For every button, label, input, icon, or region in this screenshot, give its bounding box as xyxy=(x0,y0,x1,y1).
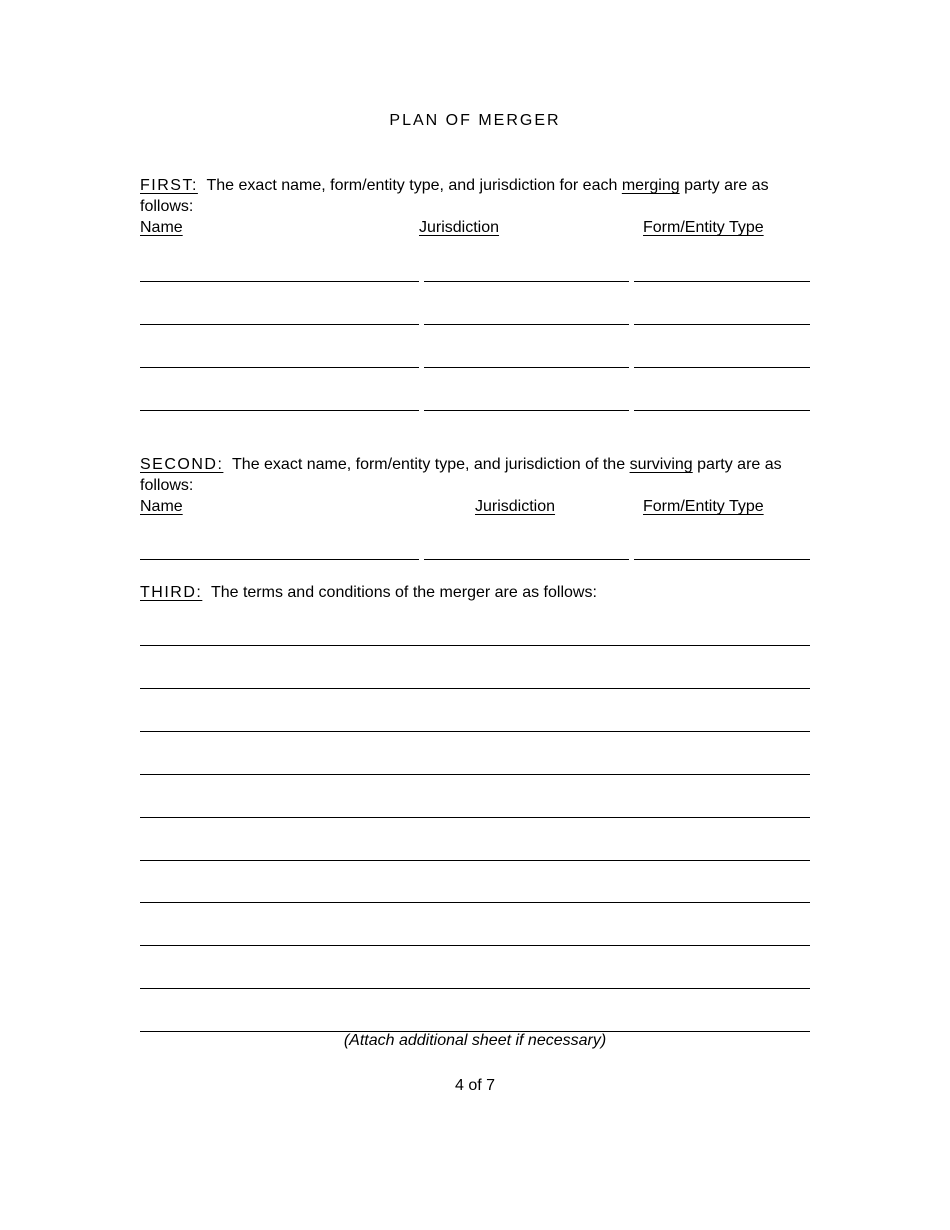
terms-blank-line[interactable] xyxy=(140,988,810,989)
terms-blank-line[interactable] xyxy=(140,731,810,732)
terms-blank-line[interactable] xyxy=(140,860,810,861)
second-emphasis: surviving xyxy=(629,456,693,473)
second-col-name: Name xyxy=(140,498,183,515)
terms-blank-line[interactable] xyxy=(140,902,810,903)
page-number: 4 of 7 xyxy=(454,1077,496,1094)
attach-note: (Attach additional sheet if necessary) xyxy=(343,1032,607,1049)
second-col-form-type: Form/Entity Type xyxy=(643,498,764,515)
first-section-text xyxy=(140,175,812,217)
first-col-jurisdiction: Jurisdiction xyxy=(419,219,500,236)
first-jurisdiction-blank[interactable] xyxy=(424,367,629,368)
first-name-blank[interactable] xyxy=(140,410,419,411)
first-col-name: Name xyxy=(140,219,183,236)
terms-blank-line[interactable] xyxy=(140,645,810,646)
second-col-jurisdiction: Jurisdiction xyxy=(475,498,556,515)
first-label: FIRST: xyxy=(140,177,198,194)
document-title: PLAN OF MERGER xyxy=(389,112,561,129)
first-jurisdiction-blank[interactable] xyxy=(424,410,629,411)
third-label: THIRD: xyxy=(140,584,203,601)
first-name-blank[interactable] xyxy=(140,281,419,282)
first-emphasis: merging xyxy=(621,177,680,194)
third-section-text xyxy=(140,582,812,603)
first-form-type-blank[interactable] xyxy=(634,410,810,411)
first-form-type-blank[interactable] xyxy=(634,324,810,325)
first-form-type-blank[interactable] xyxy=(634,281,810,282)
first-text-before: The exact name, form/entity type, and jurisdiction for each xyxy=(206,177,618,194)
first-name-blank[interactable] xyxy=(140,367,419,368)
third-text: The terms and conditions of the merger are as follows: xyxy=(210,584,597,601)
first-text-after: party are as follows: xyxy=(140,177,769,215)
second-jurisdiction-blank[interactable] xyxy=(424,559,629,560)
second-label: SECOND: xyxy=(140,456,224,473)
first-jurisdiction-blank[interactable] xyxy=(424,281,629,282)
terms-blank-line[interactable] xyxy=(140,774,810,775)
second-section-text xyxy=(140,454,812,496)
first-form-type-blank[interactable] xyxy=(634,367,810,368)
terms-blank-line[interactable] xyxy=(140,945,810,946)
first-col-form-type: Form/Entity Type xyxy=(643,219,764,236)
second-text-before: The exact name, form/entity type, and jurisdiction of the xyxy=(232,456,626,473)
terms-blank-line[interactable] xyxy=(140,688,810,689)
second-name-blank[interactable] xyxy=(140,559,419,560)
terms-blank-line[interactable] xyxy=(140,817,810,818)
second-text-after: party are as follows: xyxy=(140,456,782,494)
first-jurisdiction-blank[interactable] xyxy=(424,324,629,325)
second-form-type-blank[interactable] xyxy=(634,559,810,560)
first-name-blank[interactable] xyxy=(140,324,419,325)
